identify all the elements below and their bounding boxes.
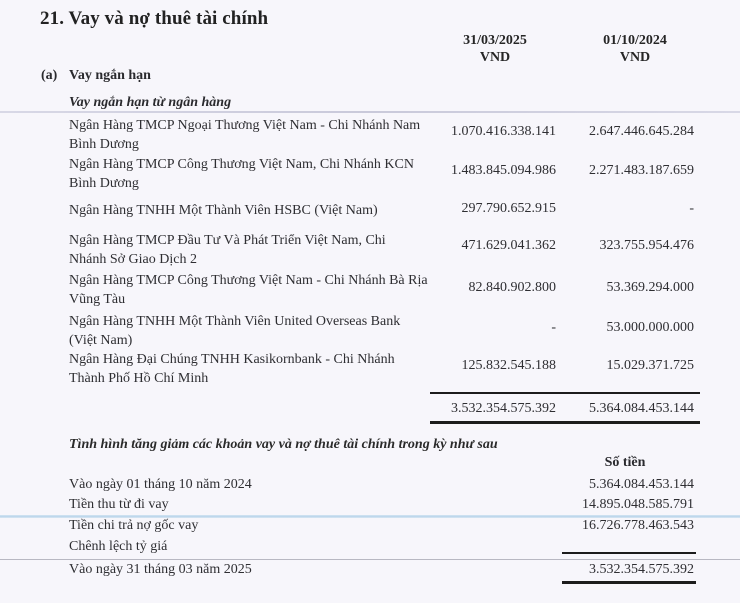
table-row-label: Ngân Hàng TNHH Một Thành Viên HSBC (Việt Nam) [69,203,378,218]
movement-row-label: Chênh lệch tỷ giá [69,539,168,554]
total-bottom-rule [430,421,700,424]
table-cell-2025: 297.790.652.915 [461,201,556,216]
column-header-2025 [440,32,550,66]
scan-artifact-line [0,111,740,113]
table-cell-2024: - [689,201,694,216]
total-top-rule [430,392,700,394]
table-row-label: Ngân Hàng Đại Chúng TNHH Kasikornbank - Chi Nhánh Thành Phố Hồ Chí Minh [69,352,395,386]
closing-row-value: 3.532.354.575.392 [589,562,694,577]
table-cell-2024: 2.647.446.645.284 [589,124,694,139]
column-header-2024 [580,32,690,66]
table-cell-2025: 82.840.902.800 [468,280,556,295]
table-cell-2025: 1.483.845.094.986 [451,163,556,178]
movement-row-value: 14.895.048.585.791 [582,497,694,512]
scan-artifact-line [0,559,740,560]
total-2025: 3.532.354.575.392 [451,401,556,416]
total-2024: 5.364.084.453.144 [589,401,694,416]
movement-row-label: Vào ngày 01 tháng 10 năm 2024 [69,477,252,492]
table-row-label: Ngân Hàng TNHH Một Thành Viên United Overseas Bank (Việt Nam) [69,314,401,348]
column-date: 01/10/2024 [603,33,667,48]
movement-row-label: Tiền chi trả nợ gốc vay [69,518,199,533]
movement-row-value: 5.364.084.453.144 [589,477,694,492]
table-row-label: Ngân Hàng TMCP Công Thương Việt Nam, Chi Nhánh KCN Bình Dương [69,157,414,191]
movement-column-header: Số tiền [604,455,646,470]
table-cell-2024: 53.369.294.000 [606,280,694,295]
movement-title: Tình hình tăng giảm các khoản vay và nợ thuê tài chính trong kỳ như sau [69,437,498,452]
closing-row-label: Vào ngày 31 tháng 03 năm 2025 [69,562,252,577]
subsection-subtitle: Vay ngắn hạn từ ngân hàng [69,95,232,110]
table-cell-2024: 15.029.371.725 [606,358,694,373]
table-cell-2025: - [551,320,556,335]
movement-row-label: Tiền thu từ đi vay [69,497,169,512]
column-unit: VND [619,50,651,65]
movement-row-value: 16.726.778.463.543 [582,518,694,533]
table-cell-2024: 2.271.483.187.659 [589,163,694,178]
table-row-label: Ngân Hàng TMCP Công Thương Việt Nam - Chi Nhánh Bà Rịa Vũng Tàu [69,273,428,307]
closing-top-rule [562,552,696,554]
section-title: 21. Vay và nợ thuê tài chính [40,8,269,29]
table-cell-2025: 471.629.041.362 [461,238,556,253]
table-cell-2024: 53.000.000.000 [606,320,694,335]
table-row-label: Ngân Hàng TMCP Đầu Tư Và Phát Triển Việt Nam, Chi Nhánh Sở Giao Dịch 2 [69,233,386,267]
closing-bottom-rule [562,581,696,584]
subsection-label: (a) [41,68,58,83]
table-row-label: Ngân Hàng TMCP Ngoại Thương Việt Nam - Chi Nhánh Nam Bình Dương [69,118,421,152]
column-unit: VND [479,50,511,65]
column-date: 31/03/2025 [463,33,527,48]
table-cell-2024: 323.755.954.476 [599,238,694,253]
table-cell-2025: 125.832.545.188 [461,358,556,373]
subsection-title: Vay ngắn hạn [69,68,151,83]
table-cell-2025: 1.070.416.338.141 [451,124,556,139]
